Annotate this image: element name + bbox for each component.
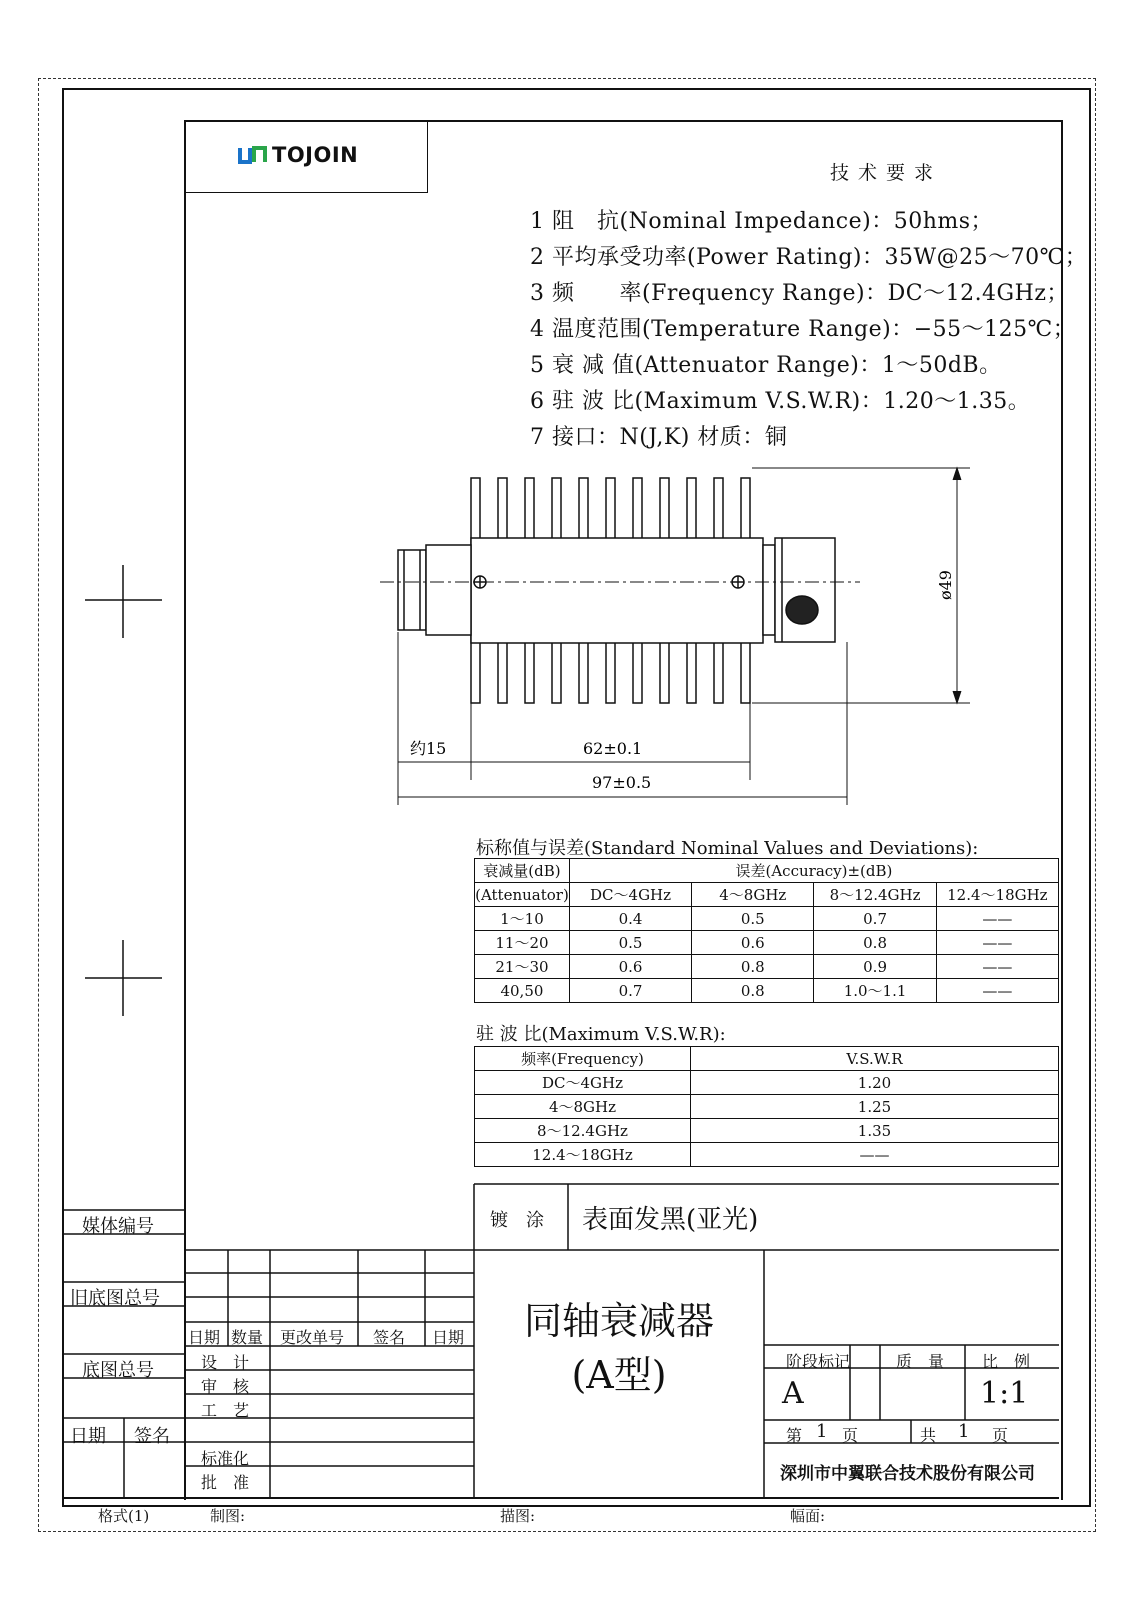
spec-interface: 7 接口：N(J,K) 材质：铜 [530, 425, 788, 450]
old-base-no-label: 旧底图总号 [70, 1288, 160, 1309]
drafted-label: 制图: [210, 1507, 246, 1525]
vswr-table-title: 驻 波 比(Maximum V.S.W.R): [476, 1024, 726, 1045]
sheet-number: 1 [816, 1421, 828, 1442]
spec-power: 2 平均承受功率(Power Rating)：35W@25～70℃； [530, 245, 1088, 270]
accuracy-table-title: 标称值与误差(Standard Nominal Values and Deviations): [476, 838, 979, 859]
total-prefix: 共 [920, 1426, 937, 1445]
table-cell: 8～12.4GHz [475, 1119, 691, 1143]
spec-frequency: 3 频 率(Frequency Range)：DC～12.4GHz； [530, 281, 1069, 306]
total-number: 1 [958, 1421, 970, 1442]
review-label: 审 核 [201, 1377, 250, 1396]
header-frequency: 频率(Frequency) [475, 1047, 691, 1071]
table-cell: DC～4GHz [475, 1071, 691, 1095]
coating-label: 镀 涂 [490, 1210, 544, 1231]
table-cell: 0.5 [569, 931, 691, 955]
col-change-no: 更改单号 [280, 1328, 345, 1347]
table-cell: 0.8 [814, 931, 936, 955]
table-cell: 1.25 [691, 1095, 1059, 1119]
band-header: 12.4～18GHz [936, 883, 1058, 907]
band-header: 8～12.4GHz [814, 883, 936, 907]
process-label: 工 艺 [201, 1401, 250, 1420]
col-qty: 数量 [231, 1328, 264, 1347]
col-sign: 签名 [373, 1328, 406, 1347]
brand-name: TOJOIN [272, 143, 359, 167]
header-attenuator-2: (Attenuator) [475, 883, 570, 907]
base-no-label: 底图总号 [82, 1360, 154, 1381]
band-header: DC～4GHz [569, 883, 691, 907]
format-label: 格式(1) [98, 1507, 150, 1525]
standard-label: 标准化 [201, 1449, 250, 1468]
table-cell: 0.7 [814, 907, 936, 931]
traced-label: 描图: [500, 1507, 536, 1525]
table-cell: 12.4～18GHz [475, 1143, 691, 1167]
dim-connector: 约15 [410, 739, 447, 758]
approve-label: 批 准 [201, 1473, 250, 1492]
sheet-suffix: 页 [842, 1426, 859, 1445]
table-cell: —— [691, 1143, 1059, 1167]
spec-impedance: 1 阻 抗(Nominal Impedance)：50hms； [530, 209, 994, 234]
table-cell: 0.6 [692, 931, 814, 955]
band-header: 4～8GHz [692, 883, 814, 907]
table-cell: 0.7 [569, 979, 691, 1003]
date-label: 日期 [70, 1426, 106, 1447]
product-name: 同轴衰减器 [523, 1299, 714, 1343]
size-label: 幅面: [790, 1507, 826, 1525]
table-cell: 1.35 [691, 1119, 1059, 1143]
stage-mark-label: 阶段标记 [786, 1352, 851, 1371]
scale-label: 比 例 [982, 1352, 1031, 1371]
table-cell: 40,50 [475, 979, 570, 1003]
spec-temperature: 4 温度范围(Temperature Range)：−55～125℃； [530, 317, 1076, 342]
diameter-label: ø49 [936, 570, 955, 600]
table-cell: 0.8 [692, 979, 814, 1003]
design-label: 设 计 [201, 1353, 250, 1372]
col-date: 日期 [188, 1328, 221, 1347]
requirements-title: 技术要求 [830, 162, 943, 184]
table-cell: 21～30 [475, 955, 570, 979]
header-accuracy: 误差(Accuracy)±(dB) [569, 859, 1058, 883]
weight-label: 质 量 [896, 1352, 945, 1371]
table-cell: —— [936, 955, 1058, 979]
scale-value: 1:1 [980, 1376, 1029, 1411]
dim-body: 62±0.1 [583, 739, 643, 758]
table-cell: —— [936, 907, 1058, 931]
table-cell: 0.8 [692, 955, 814, 979]
total-suffix: 页 [992, 1426, 1009, 1445]
company-name: 深圳市中翼联合技术股份有限公司 [780, 1464, 1035, 1484]
dim-total: 97±0.5 [592, 773, 652, 792]
table-cell: 4～8GHz [475, 1095, 691, 1119]
table-cell: 11～20 [475, 931, 570, 955]
table-cell: 1～10 [475, 907, 570, 931]
media-no-label: 媒体编号 [82, 1216, 154, 1237]
header-attenuator-1: 衰减量(dB) [475, 859, 570, 883]
table-cell: 0.4 [569, 907, 691, 931]
table-cell: —— [936, 931, 1058, 955]
header-vswr: V.S.W.R [691, 1047, 1059, 1071]
sign-label: 签名 [134, 1426, 170, 1447]
sheet-prefix: 第 [786, 1426, 803, 1445]
coating-value: 表面发黑(亚光) [582, 1205, 759, 1235]
stage-value: A [782, 1376, 804, 1411]
spec-attenuation: 5 衰 减 值(Attenuator Range)：1～50dB。 [530, 353, 1002, 378]
table-cell: 1.20 [691, 1071, 1059, 1095]
table-cell: 0.5 [692, 907, 814, 931]
spec-vswr: 6 驻 波 比(Maximum V.S.W.R)：1.20～1.35。 [530, 389, 1031, 414]
col-date2: 日期 [432, 1328, 465, 1347]
table-cell: —— [936, 979, 1058, 1003]
table-cell: 0.9 [814, 955, 936, 979]
table-cell: 1.0～1.1 [814, 979, 936, 1003]
table-cell: 0.6 [569, 955, 691, 979]
product-type: (A型) [571, 1353, 667, 1397]
